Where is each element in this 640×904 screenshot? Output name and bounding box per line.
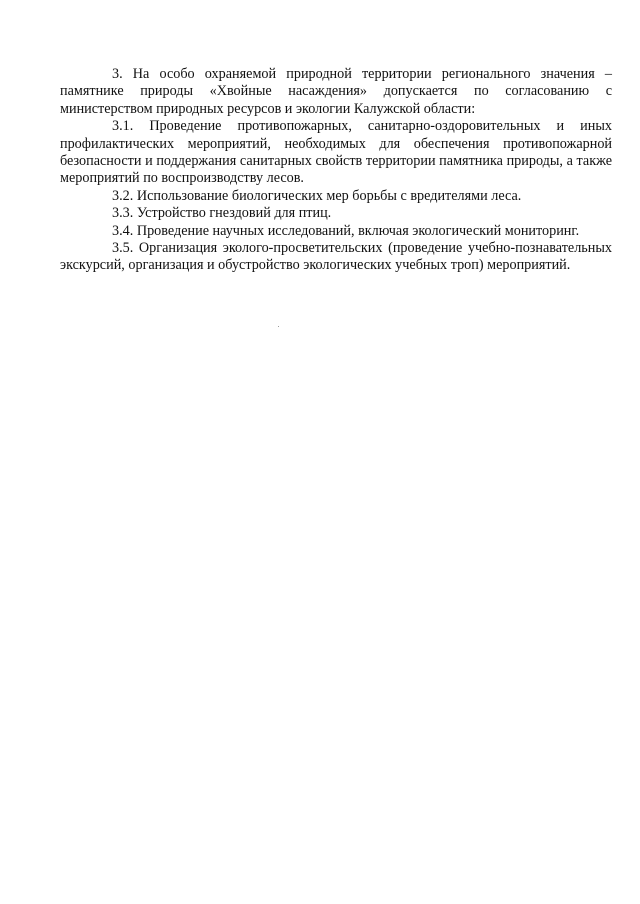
paragraph-3-3: 3.3. Устройство гнездовий для птиц. [112,205,332,222]
paragraph-3-5: 3.5. Организация эколого-просветительских (проведение учебно-познавательных экскурсий, организация и обустройство экологических учебных троп) мероприятий. [60,240,612,274]
scan-speck [278,326,279,327]
paragraph-3: 3. На особо охраняемой природной территории регионального значения – памятнике природы «Хвойные насаждения» допускается по согласованию с министерством природных ресурсов и экологии Калужской области: [60,66,612,117]
paragraph-3-2: 3.2. Использование биологических мер борьбы с вредителями леса. [112,187,522,204]
paragraph-3-4: 3.4. Проведение научных исследований, включая экологический мониторинг. [112,222,580,239]
document-body [60,66,612,275]
paragraph-3-1: 3.1. Проведение противопожарных, санитарно-оздоровительных и иных профилактических мероприятий, необходимых для обеспечения противопожарной безопасности и поддержания санитарных свойств территории памятника природы, а также мероприятий по воспроизводству лесов. [60,118,612,187]
